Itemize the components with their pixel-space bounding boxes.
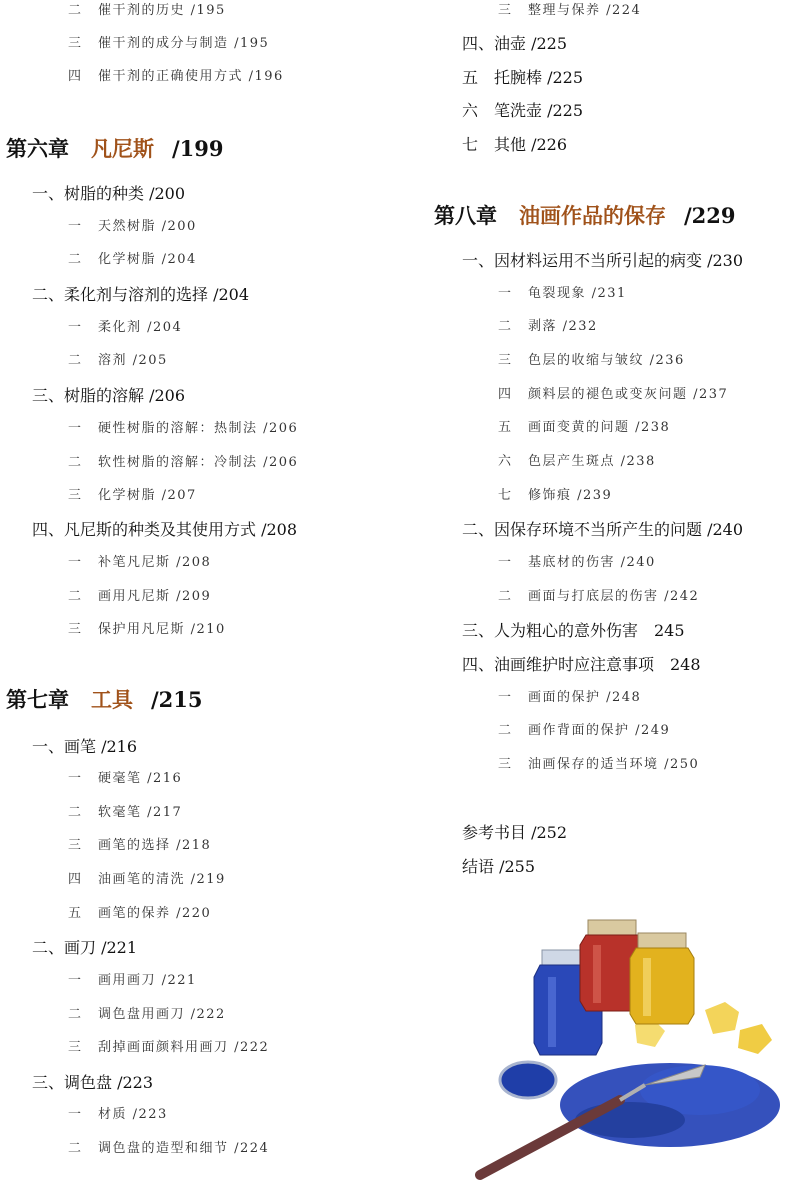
toc-section[interactable]: 三、调色盘 /223: [32, 1073, 154, 1092]
toc-subitem[interactable]: 二 画面与打底层的伤害 /242: [498, 589, 700, 604]
toc-section[interactable]: 五 托腕棒 /225: [462, 68, 584, 87]
toc-section[interactable]: 四、油壶 /225: [462, 34, 568, 53]
toc-section[interactable]: 一、树脂的种类 /200: [32, 184, 186, 203]
toc-subitem[interactable]: 三 画笔的选择 /218: [68, 838, 212, 853]
toc-subitem[interactable]: 二 画作背面的保护 /249: [498, 723, 671, 738]
chapter-title: 凡尼斯: [91, 136, 154, 161]
chapter-heading-7[interactable]: [6, 689, 203, 710]
toc-subitem[interactable]: 二 软毫笔 /217: [68, 805, 183, 820]
toc-subitem[interactable]: 四 油画笔的清洗 /219: [68, 872, 226, 887]
chapter-page: /199: [172, 136, 224, 161]
toc-subitem[interactable]: 一 天然树脂 /200: [68, 219, 197, 234]
toc-subitem[interactable]: 一 补笔凡尼斯 /208: [68, 555, 212, 570]
toc-subitem[interactable]: 二 化学树脂 /204: [68, 252, 197, 267]
toc-subitem[interactable]: 二 剥落 /232: [498, 319, 598, 334]
toc-section[interactable]: 一、因材料运用不当所引起的病变 /230: [462, 251, 744, 270]
toc-subitem[interactable]: 三 保护用凡尼斯 /210: [68, 622, 226, 637]
toc-subitem[interactable]: 三 油画保存的适当环境 /250: [498, 757, 700, 772]
pigment-jars-and-palette-knife-icon: [470, 905, 790, 1195]
chapter-title: 油画作品的保存: [519, 203, 666, 228]
toc-subitem[interactable]: 五 画笔的保养 /220: [68, 906, 212, 921]
chapter-page: /215: [151, 687, 203, 712]
toc-subitem[interactable]: 五 画面变黄的问题 /238: [498, 420, 671, 435]
toc-subitem[interactable]: 一 柔化剂 /204: [68, 320, 183, 335]
toc-section[interactable]: 二、画刀 /221: [32, 938, 138, 957]
toc-subitem[interactable]: 三 催干剂的成分与制造 /195: [68, 36, 270, 51]
toc-subitem[interactable]: 三 刮掉画面颜料用画刀 /222: [68, 1040, 270, 1055]
toc-subitem[interactable]: 四 催干剂的正确使用方式 /196: [68, 69, 284, 84]
toc-subitem[interactable]: 七 修饰痕 /239: [498, 488, 613, 503]
toc-subitem[interactable]: 二 画用凡尼斯 /209: [68, 589, 212, 604]
toc-subitem[interactable]: 一 画面的保护 /248: [498, 690, 642, 705]
toc-subitem[interactable]: 二 调色盘的造型和细节 /224: [68, 1141, 270, 1156]
toc-subitem[interactable]: 一 硬毫笔 /216: [68, 771, 183, 786]
toc-subitem[interactable]: 一 基底材的伤害 /240: [498, 555, 656, 570]
toc-subitem[interactable]: 六 色层产生斑点 /238: [498, 454, 656, 469]
toc-section[interactable]: 二、因保存环境不当所产生的问题 /240: [462, 520, 744, 539]
chapter-label: 第六章: [6, 136, 69, 161]
chapter-title: 工具: [91, 687, 133, 712]
conclusion-entry[interactable]: 结语 /255: [462, 857, 536, 876]
toc-section[interactable]: 四、凡尼斯的种类及其使用方式 /208: [32, 520, 298, 539]
toc-subitem[interactable]: 一 材质 /223: [68, 1107, 168, 1122]
toc-subitem[interactable]: 二 溶剂 /205: [68, 353, 168, 368]
toc-subitem[interactable]: 一 龟裂现象 /231: [498, 286, 627, 301]
chapter-heading-6[interactable]: [6, 138, 224, 159]
toc-subitem[interactable]: 三 色层的收缩与皱纹 /236: [498, 353, 685, 368]
toc-section[interactable]: 三、树脂的溶解 /206: [32, 386, 186, 405]
chapter-label: 第七章: [6, 687, 69, 712]
references-entry[interactable]: 参考书目 /252: [462, 823, 568, 842]
toc-subitem[interactable]: 一 硬性树脂的溶解：热制法 /206: [68, 421, 299, 436]
toc-subitem[interactable]: 三 整理与保养 /224: [498, 3, 642, 18]
toc-subitem[interactable]: 一 画用画刀 /221: [68, 973, 197, 988]
toc-section[interactable]: 三、人为粗心的意外伤害 245: [462, 621, 685, 640]
toc-section[interactable]: 四、油画维护时应注意事项 248: [462, 655, 701, 674]
toc-section[interactable]: 六 笔洗壶 /225: [462, 101, 584, 120]
toc-section[interactable]: 二、柔化剂与溶剂的选择 /204: [32, 285, 250, 304]
toc-subitem[interactable]: 二 调色盘用画刀 /222: [68, 1007, 226, 1022]
chapter-page: /229: [684, 203, 736, 228]
chapter-label: 第八章: [434, 203, 497, 228]
chapter-heading-8[interactable]: [434, 205, 736, 226]
toc-section[interactable]: 七 其他 /226: [462, 135, 568, 154]
toc-section[interactable]: 一、画笔 /216: [32, 737, 138, 756]
toc-subitem[interactable]: 四 颜料层的褪色或变灰问题 /237: [498, 387, 729, 402]
toc-subitem[interactable]: 二 软性树脂的溶解：冷制法 /206: [68, 455, 299, 470]
toc-subitem[interactable]: 二 催干剂的历史 /195: [68, 3, 226, 18]
toc-subitem[interactable]: 三 化学树脂 /207: [68, 488, 197, 503]
